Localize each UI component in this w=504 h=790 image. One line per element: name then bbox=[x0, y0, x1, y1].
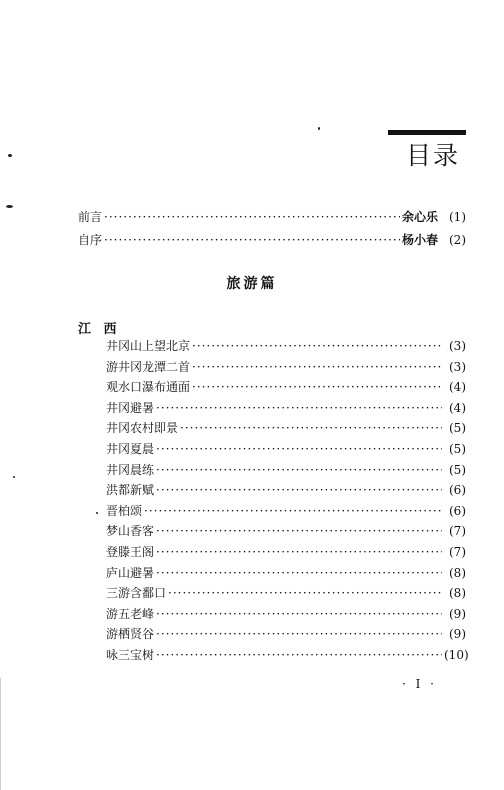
dot-leader bbox=[156, 624, 442, 645]
toc-entry-page: (5) bbox=[449, 421, 466, 436]
toc-entry-title: 自序 bbox=[78, 233, 103, 247]
toc-entry-page: (9) bbox=[449, 606, 466, 621]
toc-entry bbox=[106, 460, 466, 481]
scan-speck bbox=[13, 476, 15, 478]
toc-entry-title: 井冈避暑 bbox=[106, 400, 155, 415]
toc-entry-title: 游井冈龙潭二首 bbox=[106, 359, 191, 374]
dot-leader bbox=[192, 336, 442, 357]
dot-leader bbox=[144, 501, 442, 522]
dot-leader bbox=[104, 232, 400, 248]
toc-entry bbox=[106, 480, 466, 501]
toc-entry-page: (4) bbox=[449, 400, 466, 415]
toc-entry-author-preface bbox=[78, 232, 466, 248]
dot-leader bbox=[192, 377, 442, 398]
dot-leader bbox=[156, 480, 442, 501]
toc-entry-author: 余心乐 bbox=[401, 210, 438, 224]
section-title: 旅游篇 bbox=[226, 276, 278, 292]
title-rule bbox=[388, 130, 466, 135]
toc-entry bbox=[106, 501, 466, 522]
toc-entry-title: 登滕王阁 bbox=[106, 544, 155, 559]
scan-speck bbox=[318, 127, 320, 130]
toc-entry bbox=[106, 624, 466, 645]
toc-entry-title: 井冈农村即景 bbox=[106, 421, 179, 436]
toc-entry-page: (3) bbox=[449, 339, 466, 353]
dot-leader bbox=[156, 460, 442, 481]
toc-entry-page: (9) bbox=[449, 627, 466, 642]
toc-entry bbox=[106, 398, 466, 419]
toc-entry-title: 前言 bbox=[78, 210, 103, 224]
scan-speck bbox=[96, 512, 98, 514]
dot-leader bbox=[156, 645, 442, 666]
toc-entry bbox=[106, 583, 466, 604]
toc-entry-title: 晋柏颂 bbox=[106, 503, 143, 518]
toc-entry-list bbox=[106, 336, 469, 666]
dot-leader bbox=[180, 418, 442, 439]
toc-entry bbox=[106, 521, 466, 542]
region-heading: 江 西 bbox=[78, 322, 121, 337]
toc-entry bbox=[106, 542, 466, 563]
toc-entry-title: 游栖贤谷 bbox=[106, 627, 155, 642]
toc-entry-page: (10) bbox=[444, 647, 469, 662]
scan-speck bbox=[6, 205, 13, 208]
toc-entry-title: 井冈山上望北京 bbox=[106, 339, 191, 353]
toc-entry-page: (7) bbox=[449, 524, 466, 539]
toc-entry-page: (4) bbox=[449, 380, 466, 395]
toc-entry bbox=[106, 563, 466, 584]
dot-leader bbox=[156, 542, 442, 563]
toc-entry-title: 洪都新赋 bbox=[106, 483, 155, 498]
dot-leader bbox=[156, 604, 442, 625]
dot-leader bbox=[192, 357, 442, 378]
toc-entry-title: 游五老峰 bbox=[106, 606, 155, 621]
toc-entry-page: (6) bbox=[449, 503, 466, 518]
toc-entry bbox=[106, 357, 466, 378]
toc-entry bbox=[106, 645, 469, 666]
toc-entry-page: (1) bbox=[449, 210, 466, 224]
toc-entry-preface bbox=[78, 209, 466, 225]
toc-entry-title: 井冈晨练 bbox=[106, 462, 155, 477]
dot-leader bbox=[156, 398, 442, 419]
toc-entry-author: 杨小春 bbox=[401, 233, 438, 247]
toc-entry-page: (3) bbox=[449, 359, 466, 374]
scan-edge bbox=[0, 678, 1, 790]
toc-entry-page: (8) bbox=[449, 586, 466, 601]
page-title: 目录 bbox=[405, 141, 460, 170]
toc-entry-page: (2) bbox=[449, 233, 466, 247]
toc-entry-page: (8) bbox=[449, 565, 466, 580]
dot-leader bbox=[156, 439, 442, 460]
toc-entry bbox=[106, 439, 466, 460]
toc-entry-page: (7) bbox=[449, 544, 466, 559]
toc-entry bbox=[106, 418, 466, 439]
dot-leader bbox=[156, 563, 442, 584]
toc-entry-title: 庐山避暑 bbox=[106, 565, 155, 580]
toc-entry-page: (5) bbox=[449, 462, 466, 477]
toc-entry bbox=[106, 377, 466, 398]
dot-leader bbox=[168, 583, 442, 604]
toc-entry-page: (5) bbox=[449, 441, 466, 456]
toc-entry bbox=[106, 336, 466, 357]
toc-entry-page: (6) bbox=[449, 483, 466, 498]
toc-entry-title: 咏三宝树 bbox=[106, 647, 155, 662]
dot-leader bbox=[156, 521, 442, 542]
toc-entry-title: 井冈夏晨 bbox=[106, 441, 155, 456]
dot-leader bbox=[104, 209, 400, 225]
toc-entry bbox=[106, 604, 466, 625]
toc-entry-title: 梦山香客 bbox=[106, 524, 155, 539]
scan-speck bbox=[8, 154, 12, 157]
toc-entry-title: 三游含鄱口 bbox=[106, 586, 167, 601]
page-number: · I · bbox=[402, 677, 437, 691]
toc-entry-title: 观水口瀑布通面 bbox=[106, 380, 191, 395]
